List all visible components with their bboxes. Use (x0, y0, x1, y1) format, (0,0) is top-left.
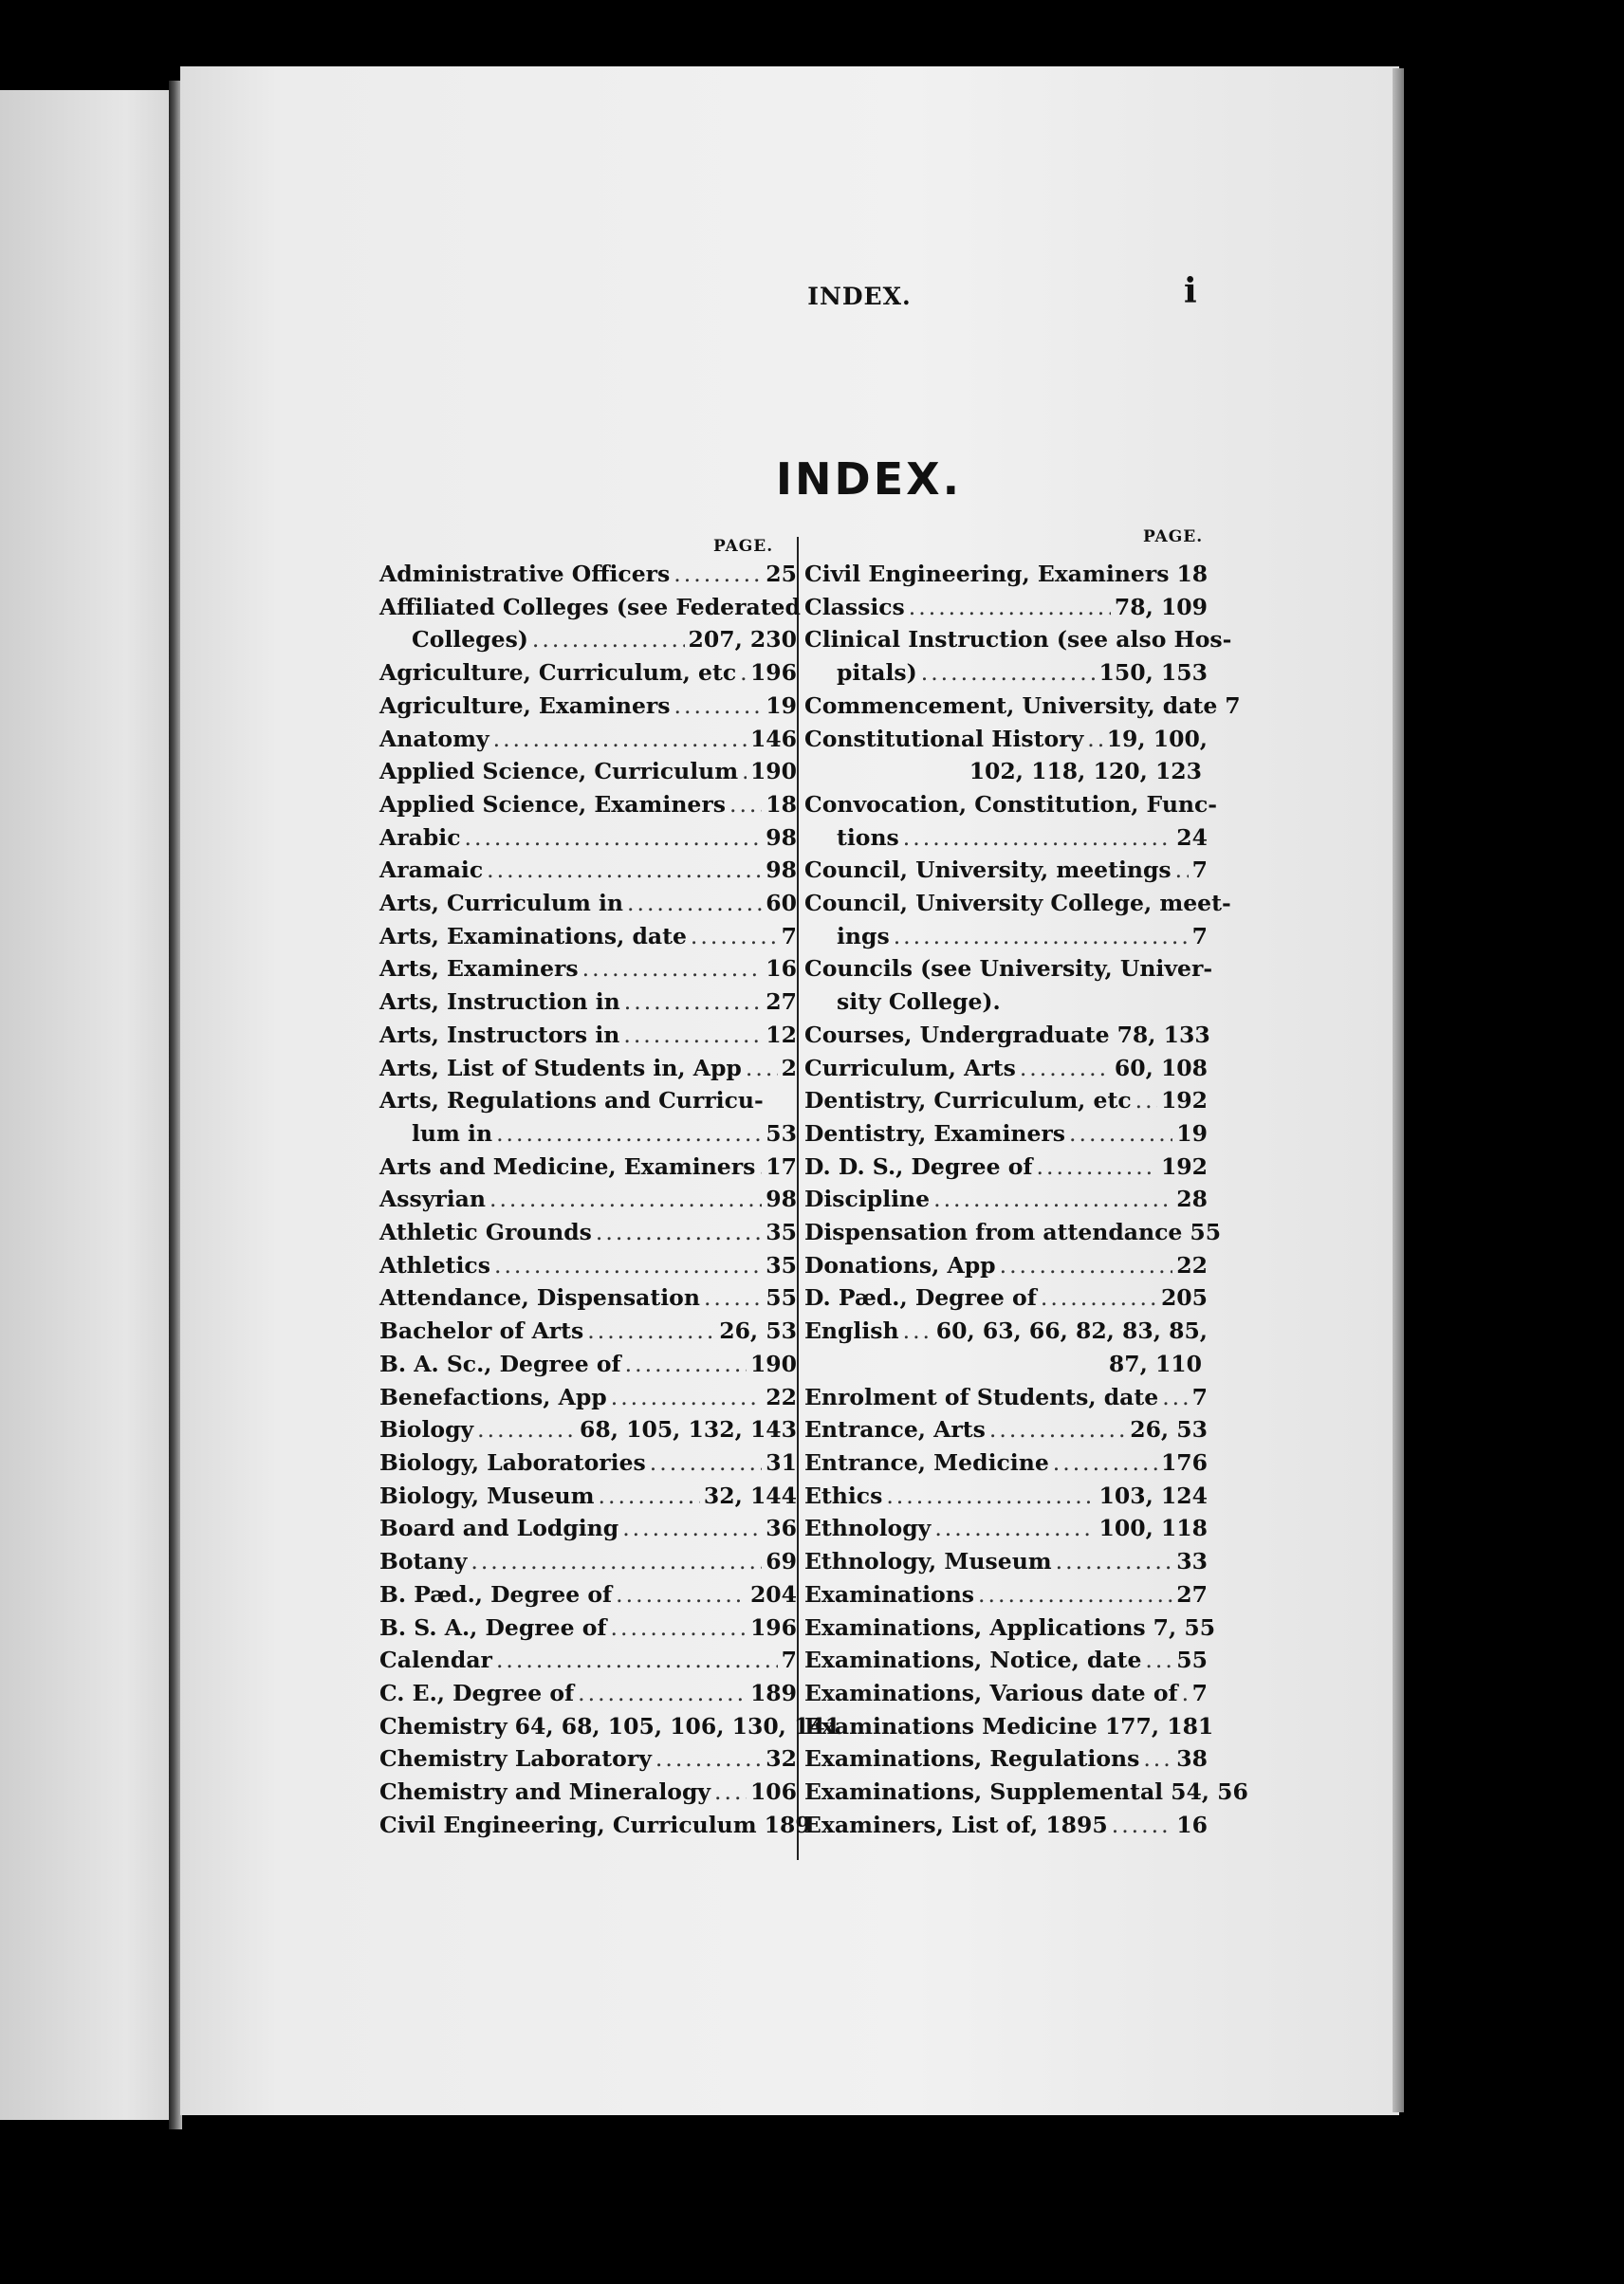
index-entry-pages: 7 (1191, 922, 1208, 949)
index-entry-term: Biology (379, 1416, 474, 1444)
index-entry-pages: 7 (1191, 1383, 1208, 1410)
index-entry-term: Examinations, Supplemental (804, 1778, 1164, 1806)
dot-leader (1135, 1084, 1157, 1117)
index-entry-term: Agriculture, Examiners (379, 691, 671, 719)
index-entry-term: Constitutional History (804, 725, 1084, 752)
index-entry-pages: 98 (766, 823, 797, 851)
index-entry-term: Dentistry, Curriculum, etc (804, 1087, 1132, 1114)
index-entry-pages: 176 (1160, 1448, 1208, 1476)
index-entry-term: Entrance, Arts (804, 1416, 986, 1444)
index-entry-pages: 55 (766, 1284, 797, 1312)
index-entry (804, 1545, 1208, 1578)
index-entry-term: Applied Science, Curriculum (379, 758, 739, 785)
index-entry-pages: 177, 181 (1104, 1712, 1214, 1740)
index-entry-pages: 16 (766, 955, 797, 983)
dot-leader (611, 1381, 763, 1414)
index-entry-term: Arts and Medicine, Examiners (379, 1152, 756, 1180)
index-entry-term: Ethnology, Museum (804, 1548, 1052, 1575)
index-entry-pages: 22 (766, 1383, 797, 1410)
index-entry-term: English (804, 1317, 899, 1345)
index-entry-term: D. Pæd., Degree of (804, 1284, 1037, 1312)
dot-leader (494, 1249, 762, 1282)
index-entry (379, 1183, 797, 1216)
index-entry-pages: 69 (766, 1548, 797, 1575)
index-entry (379, 1446, 797, 1480)
dot-leader (691, 920, 778, 953)
dot-leader (1069, 1117, 1172, 1151)
index-entry (379, 1117, 797, 1151)
index-right-column (804, 558, 1248, 1841)
index-entry (804, 1480, 1208, 1513)
dot-leader (471, 1545, 762, 1578)
index-entry (379, 591, 801, 624)
index-entry-term: Commencement, University, date (804, 691, 1218, 719)
index-entry (379, 1315, 797, 1348)
dot-leader (714, 1776, 747, 1809)
index-entry-pages: 17 (766, 1152, 797, 1180)
index-entry-pages: 35 (766, 1219, 797, 1246)
index-entry (804, 854, 1208, 887)
index-entry (379, 755, 797, 788)
index-entry (379, 1776, 797, 1809)
dot-leader (532, 623, 685, 656)
index-entry (804, 690, 1241, 723)
index-entry-term: Athletic Grounds (379, 1219, 592, 1246)
index-entry (379, 1677, 797, 1710)
dot-leader (587, 1315, 715, 1348)
index-entry (379, 1413, 797, 1446)
dot-leader (921, 656, 1096, 690)
index-entry (379, 623, 797, 656)
index-entry-term: Examinations, Notice, date (804, 1647, 1142, 1674)
index-entry (804, 1117, 1208, 1151)
index-entry (379, 1710, 841, 1743)
index-entry (804, 920, 1208, 953)
index-entry-term: Chemistry and Mineralogy (379, 1778, 711, 1806)
index-entry (379, 1281, 797, 1315)
index-entry-term: Examinations, Applications (804, 1613, 1146, 1641)
index-entry-pages: 33 (1176, 1548, 1208, 1575)
index-entry (379, 656, 797, 690)
dot-leader (496, 1644, 778, 1677)
dot-leader (704, 1281, 762, 1315)
index-entry-term: Examinations, Various date of (804, 1679, 1178, 1706)
index-entry-term: Dispensation from attendance (804, 1219, 1183, 1246)
index-entry (804, 1151, 1208, 1184)
index-entry-term: Athletics (379, 1251, 490, 1279)
index-entry (804, 1710, 1214, 1743)
index-entry (379, 854, 797, 887)
index-entry-pages: 2 (781, 1054, 797, 1081)
index-entry-pages: 146 (749, 725, 797, 752)
index-entry-term: Biology, Laboratories (379, 1448, 646, 1476)
dot-leader (578, 1677, 747, 1710)
index-entry-pages: 27 (1176, 1580, 1208, 1608)
index-entry-term: Applied Science, Examiners (379, 790, 726, 818)
index-entry-term: Convocation, Constitution, Func- (804, 790, 1218, 818)
index-entry-term: Colleges) (412, 626, 528, 654)
index-entry (804, 1644, 1208, 1677)
index-entry-term: Ethics (804, 1482, 883, 1509)
index-entry-term: Affiliated Colleges (see Federated (379, 593, 801, 620)
index-entry-pages: 54, 56 (1171, 1778, 1248, 1806)
index-entry (804, 1776, 1248, 1809)
index-entry-term: Examinations Medicine (804, 1712, 1098, 1740)
index-entry-pages: 98 (766, 856, 797, 884)
index-entry-term: B. Pæd., Degree of (379, 1580, 613, 1608)
index-entry-pages: 7 (1225, 691, 1241, 719)
index-entry-pages: 196 (749, 659, 797, 687)
index-entry-term: Council, University College, meet- (804, 890, 1231, 917)
index-entry (379, 1084, 797, 1117)
index-entry (804, 1249, 1208, 1282)
column-divider (797, 537, 799, 1860)
index-entry-pages: 189 (749, 1679, 797, 1706)
index-entry-term: Arts, Instructors in (379, 1021, 620, 1048)
index-entry-pages: 150, 153 (1098, 659, 1208, 687)
index-entry-pages: 55 (1176, 1647, 1208, 1674)
dot-leader (1145, 1644, 1172, 1677)
index-entry-term: tions (837, 823, 899, 851)
index-entry-term: Donations, App (804, 1251, 996, 1279)
index-entry (379, 1512, 797, 1545)
index-entry-term: pitals) (837, 659, 917, 687)
index-entry-pages: 22 (1176, 1251, 1208, 1279)
index-entry-pages: 190 (749, 758, 797, 785)
index-entry (804, 1281, 1208, 1315)
dot-leader (1143, 1742, 1172, 1776)
index-entry-term: Calendar (379, 1647, 492, 1674)
index-entry (379, 788, 797, 821)
index-entry-term: Arts, Examinations, date (379, 922, 687, 949)
index-entry (379, 1644, 797, 1677)
page-folio: i (1184, 271, 1197, 311)
dot-leader (674, 558, 762, 591)
index-entry (804, 1348, 1208, 1381)
index-entry-term: Aramaic (379, 856, 484, 884)
index-entry-term: Arts, List of Students in, App (379, 1054, 742, 1081)
index-entry-term: sity College). (837, 988, 1001, 1016)
index-entry-pages: 26, 53 (719, 1317, 797, 1345)
index-entry (379, 1742, 797, 1776)
index-entry-pages: 7 (781, 922, 797, 949)
index-entry (804, 1216, 1222, 1249)
facing-page-edge (0, 90, 180, 2120)
index-entry-pages: 204 (749, 1580, 797, 1608)
index-entry-pages: 205 (1160, 1284, 1208, 1312)
index-entry-pages: 28 (1176, 1186, 1208, 1213)
index-entry (379, 887, 797, 920)
dot-leader (886, 1480, 1095, 1513)
index-entry-pages: 24 (1176, 823, 1208, 851)
index-entry (379, 1151, 797, 1184)
index-entry-pages: 60 (766, 890, 797, 917)
dot-leader (655, 1742, 762, 1776)
index-entry-pages: 19, 100, (1106, 725, 1208, 752)
index-entry (804, 558, 1208, 591)
index-entry-pages: 18 (766, 790, 797, 818)
index-entry (804, 1677, 1208, 1710)
index-entry-pages: 19 (1176, 1119, 1208, 1147)
index-entry (379, 1052, 797, 1085)
index-entry-term: Arts, Curriculum in (379, 890, 624, 917)
index-entry-pages: 27 (766, 988, 797, 1016)
index-entry-term: Botany (379, 1548, 468, 1575)
index-entry-term: D. D. S., Degree of (804, 1152, 1033, 1180)
index-entry-pages: 103, 124 (1098, 1482, 1208, 1509)
dot-leader (1020, 1052, 1111, 1085)
dot-leader (611, 1612, 747, 1645)
index-entry (804, 1413, 1208, 1446)
index-entry-term: Dentistry, Examiners (804, 1119, 1066, 1147)
index-entry-pages: 60, 108 (1114, 1054, 1208, 1081)
index-entry-term: Examinations (804, 1580, 975, 1608)
index-entry-term: Bachelor of Arts (379, 1317, 584, 1345)
index-entry-term: B. A. Sc., Degree of (379, 1350, 621, 1377)
index-entry (804, 1084, 1208, 1117)
index-entry-pages: 189 (764, 1811, 811, 1838)
dot-leader (903, 1315, 932, 1348)
page-right-edge (1393, 68, 1404, 2112)
index-entry-pages: 19 (766, 691, 797, 719)
index-entry-pages: 36 (766, 1515, 797, 1542)
index-entry-term: Clinical Instruction (see also Hos- (804, 626, 1232, 654)
dot-leader (1182, 1677, 1189, 1710)
index-entry (804, 1742, 1208, 1776)
index-entry-pages: 87, 110 (1108, 1350, 1202, 1377)
index-entry-pages: 106 (749, 1778, 797, 1806)
index-entry-pages: 38 (1176, 1745, 1208, 1773)
index-entry-term: B. S. A., Degree of (379, 1613, 607, 1641)
dot-leader (729, 788, 762, 821)
index-entry (804, 1183, 1208, 1216)
index-entry (804, 1809, 1208, 1842)
index-entry-term: Examinations, Regulations (804, 1745, 1140, 1773)
index-entry-term: Arts, Examiners (379, 955, 579, 983)
index-entry-pages: 192 (1160, 1087, 1208, 1114)
index-entry-pages: 25 (766, 561, 797, 587)
dot-leader (934, 1512, 1095, 1545)
index-entry (379, 1480, 797, 1513)
index-entry-term: Agriculture, Curriculum, etc (379, 659, 737, 687)
dot-leader (599, 1480, 700, 1513)
dot-leader (1175, 854, 1189, 887)
dot-leader (742, 755, 747, 788)
index-entry-term: Enrolment of Students, date (804, 1383, 1159, 1410)
dot-leader (1112, 1809, 1173, 1842)
dot-leader (493, 723, 747, 756)
index-entry-pages: 7 (1191, 856, 1208, 884)
index-entry-term: Ethnology (804, 1515, 932, 1542)
index-entry (804, 723, 1208, 756)
index-entry-pages: 196 (749, 1613, 797, 1641)
index-entry-pages: 64, 68, 105, 106, 130, 141 (514, 1712, 841, 1740)
index-entry (804, 1446, 1208, 1480)
index-entry-pages: 35 (766, 1251, 797, 1279)
index-entry (804, 821, 1208, 855)
index-entry-term: Courses, Undergraduate (804, 1021, 1110, 1048)
index-entry-term: Chemistry (379, 1712, 508, 1740)
index-entry-pages: 55 (1190, 1219, 1222, 1246)
dot-leader (582, 952, 763, 985)
index-entry (804, 1315, 1208, 1348)
index-entry-pages: 7 (781, 1647, 797, 1674)
index-entry-pages: 31 (766, 1448, 797, 1476)
index-entry (804, 952, 1213, 985)
dot-leader (1000, 1249, 1173, 1282)
dot-leader (477, 1413, 576, 1446)
index-entry (379, 1545, 797, 1578)
index-entry-term: Arabic (379, 823, 461, 851)
dot-leader (623, 1019, 762, 1052)
index-entry-term: C. E., Degree of (379, 1679, 575, 1706)
index-entry (804, 788, 1218, 821)
dot-leader (978, 1578, 1172, 1612)
index-entry (379, 1348, 797, 1381)
index-entry-term: Chemistry Laboratory (379, 1745, 652, 1773)
dot-leader (759, 1151, 762, 1184)
index-entry-pages: 7, 55 (1153, 1613, 1216, 1641)
dot-leader (933, 1183, 1172, 1216)
dot-leader (909, 591, 1111, 624)
index-entry (804, 985, 1208, 1019)
dot-leader (596, 1216, 762, 1249)
index-entry-term: Entrance, Medicine (804, 1448, 1049, 1476)
dot-leader (894, 920, 1189, 953)
index-entry (804, 656, 1208, 690)
index-entry-pages: 190 (749, 1350, 797, 1377)
index-entry-term: ings (837, 922, 890, 949)
index-entry (804, 1381, 1208, 1414)
index-entry-pages: 207, 230 (688, 626, 797, 654)
index-entry (379, 952, 797, 985)
index-entry-pages: 16 (1176, 1811, 1208, 1838)
dot-leader (627, 887, 762, 920)
dot-leader (624, 985, 763, 1019)
index-entry (804, 1052, 1208, 1085)
dot-leader (903, 821, 1173, 855)
index-entry (379, 1381, 797, 1414)
index-entry-term: Discipline (804, 1186, 931, 1213)
index-entry-pages: 68, 105, 132, 143 (580, 1416, 797, 1444)
index-entry-pages: 192 (1160, 1152, 1208, 1180)
dot-leader (465, 821, 763, 855)
index-entry-term: Classics (804, 593, 905, 620)
index-entry (379, 558, 797, 591)
index-entry-term: Councils (see University, Univer- (804, 955, 1213, 983)
dot-leader (1041, 1281, 1157, 1315)
index-entry (804, 623, 1232, 656)
index-entry-pages: 102, 118, 120, 123 (969, 758, 1202, 785)
index-entry (379, 985, 797, 1019)
index-left-column (379, 558, 841, 1841)
dot-leader (1053, 1446, 1157, 1480)
index-entry (379, 1809, 811, 1842)
index-title: INDEX. (775, 453, 963, 505)
index-entry (379, 1249, 797, 1282)
index-entry-term: Biology, Museum (379, 1482, 595, 1509)
index-entry (379, 690, 797, 723)
dot-leader (496, 1117, 762, 1151)
index-entry-pages: 7 (1191, 1679, 1208, 1706)
index-entry-term: Arts, Regulations and Curricu- (379, 1087, 764, 1114)
index-entry-pages: 53 (766, 1119, 797, 1147)
index-entry (379, 1019, 797, 1052)
index-entry (804, 1612, 1216, 1645)
dot-leader (740, 656, 747, 690)
index-entry-term: Civil Engineering, Examiners (804, 561, 1170, 587)
dot-leader (1087, 723, 1102, 756)
dot-leader (625, 1348, 747, 1381)
index-entry-pages: 18 (1176, 561, 1209, 587)
index-entry-term: Benefactions, App (379, 1383, 607, 1410)
index-entry-term: Administrative Officers (379, 561, 671, 587)
index-entry-pages: 32 (766, 1745, 797, 1773)
right-column-page-heading: PAGE. (1143, 527, 1204, 546)
dot-leader (487, 854, 762, 887)
dot-leader (746, 1052, 778, 1085)
index-entry (379, 1216, 797, 1249)
dot-leader (1162, 1381, 1188, 1414)
index-entry (804, 1578, 1208, 1612)
dot-leader (622, 1512, 762, 1545)
index-entry-pages: 32, 144 (703, 1482, 797, 1509)
index-entry-term: Arts, Instruction in (379, 988, 620, 1016)
index-entry-pages: 100, 118 (1098, 1515, 1208, 1542)
index-entry-pages: 60, 63, 66, 82, 83, 85, (935, 1317, 1208, 1345)
dot-leader (1056, 1545, 1173, 1578)
index-entry (804, 1019, 1208, 1052)
index-entry-term: Civil Engineering, Curriculum (379, 1811, 757, 1838)
index-entry-pages: 78, 133 (1116, 1021, 1210, 1048)
dot-leader (989, 1413, 1126, 1446)
index-entry (804, 887, 1231, 920)
index-entry (379, 821, 797, 855)
dot-leader (489, 1183, 762, 1216)
index-entry-term: Attendance, Dispensation (379, 1284, 700, 1312)
index-entry (379, 1578, 797, 1612)
index-entry (804, 1512, 1208, 1545)
index-entry-term: Curriculum, Arts (804, 1054, 1016, 1081)
index-entry-pages: 78, 109 (1114, 593, 1208, 620)
index-entry-pages: 98 (766, 1186, 797, 1213)
index-entry-term: Assyrian (379, 1186, 486, 1213)
running-head: INDEX. (807, 283, 912, 310)
index-entry (379, 920, 797, 953)
index-entry-term: Board and Lodging (379, 1515, 619, 1542)
dot-leader (616, 1578, 747, 1612)
index-entry-pages: 12 (766, 1021, 797, 1048)
index-entry-term: Examiners, List of, 1895 (804, 1811, 1108, 1838)
index-entry-term: Anatomy (379, 725, 489, 752)
index-entry-term: lum in (412, 1119, 493, 1147)
dot-leader (650, 1446, 763, 1480)
index-entry-term: Council, University, meetings (804, 856, 1172, 884)
index-entry (379, 723, 797, 756)
index-entry-pages: 26, 53 (1130, 1416, 1208, 1444)
index-entry (379, 1612, 797, 1645)
index-entry (804, 755, 1208, 788)
left-column-page-heading: PAGE. (713, 537, 774, 556)
dot-leader (1037, 1151, 1157, 1184)
dot-leader (674, 690, 763, 723)
index-entry (804, 591, 1208, 624)
